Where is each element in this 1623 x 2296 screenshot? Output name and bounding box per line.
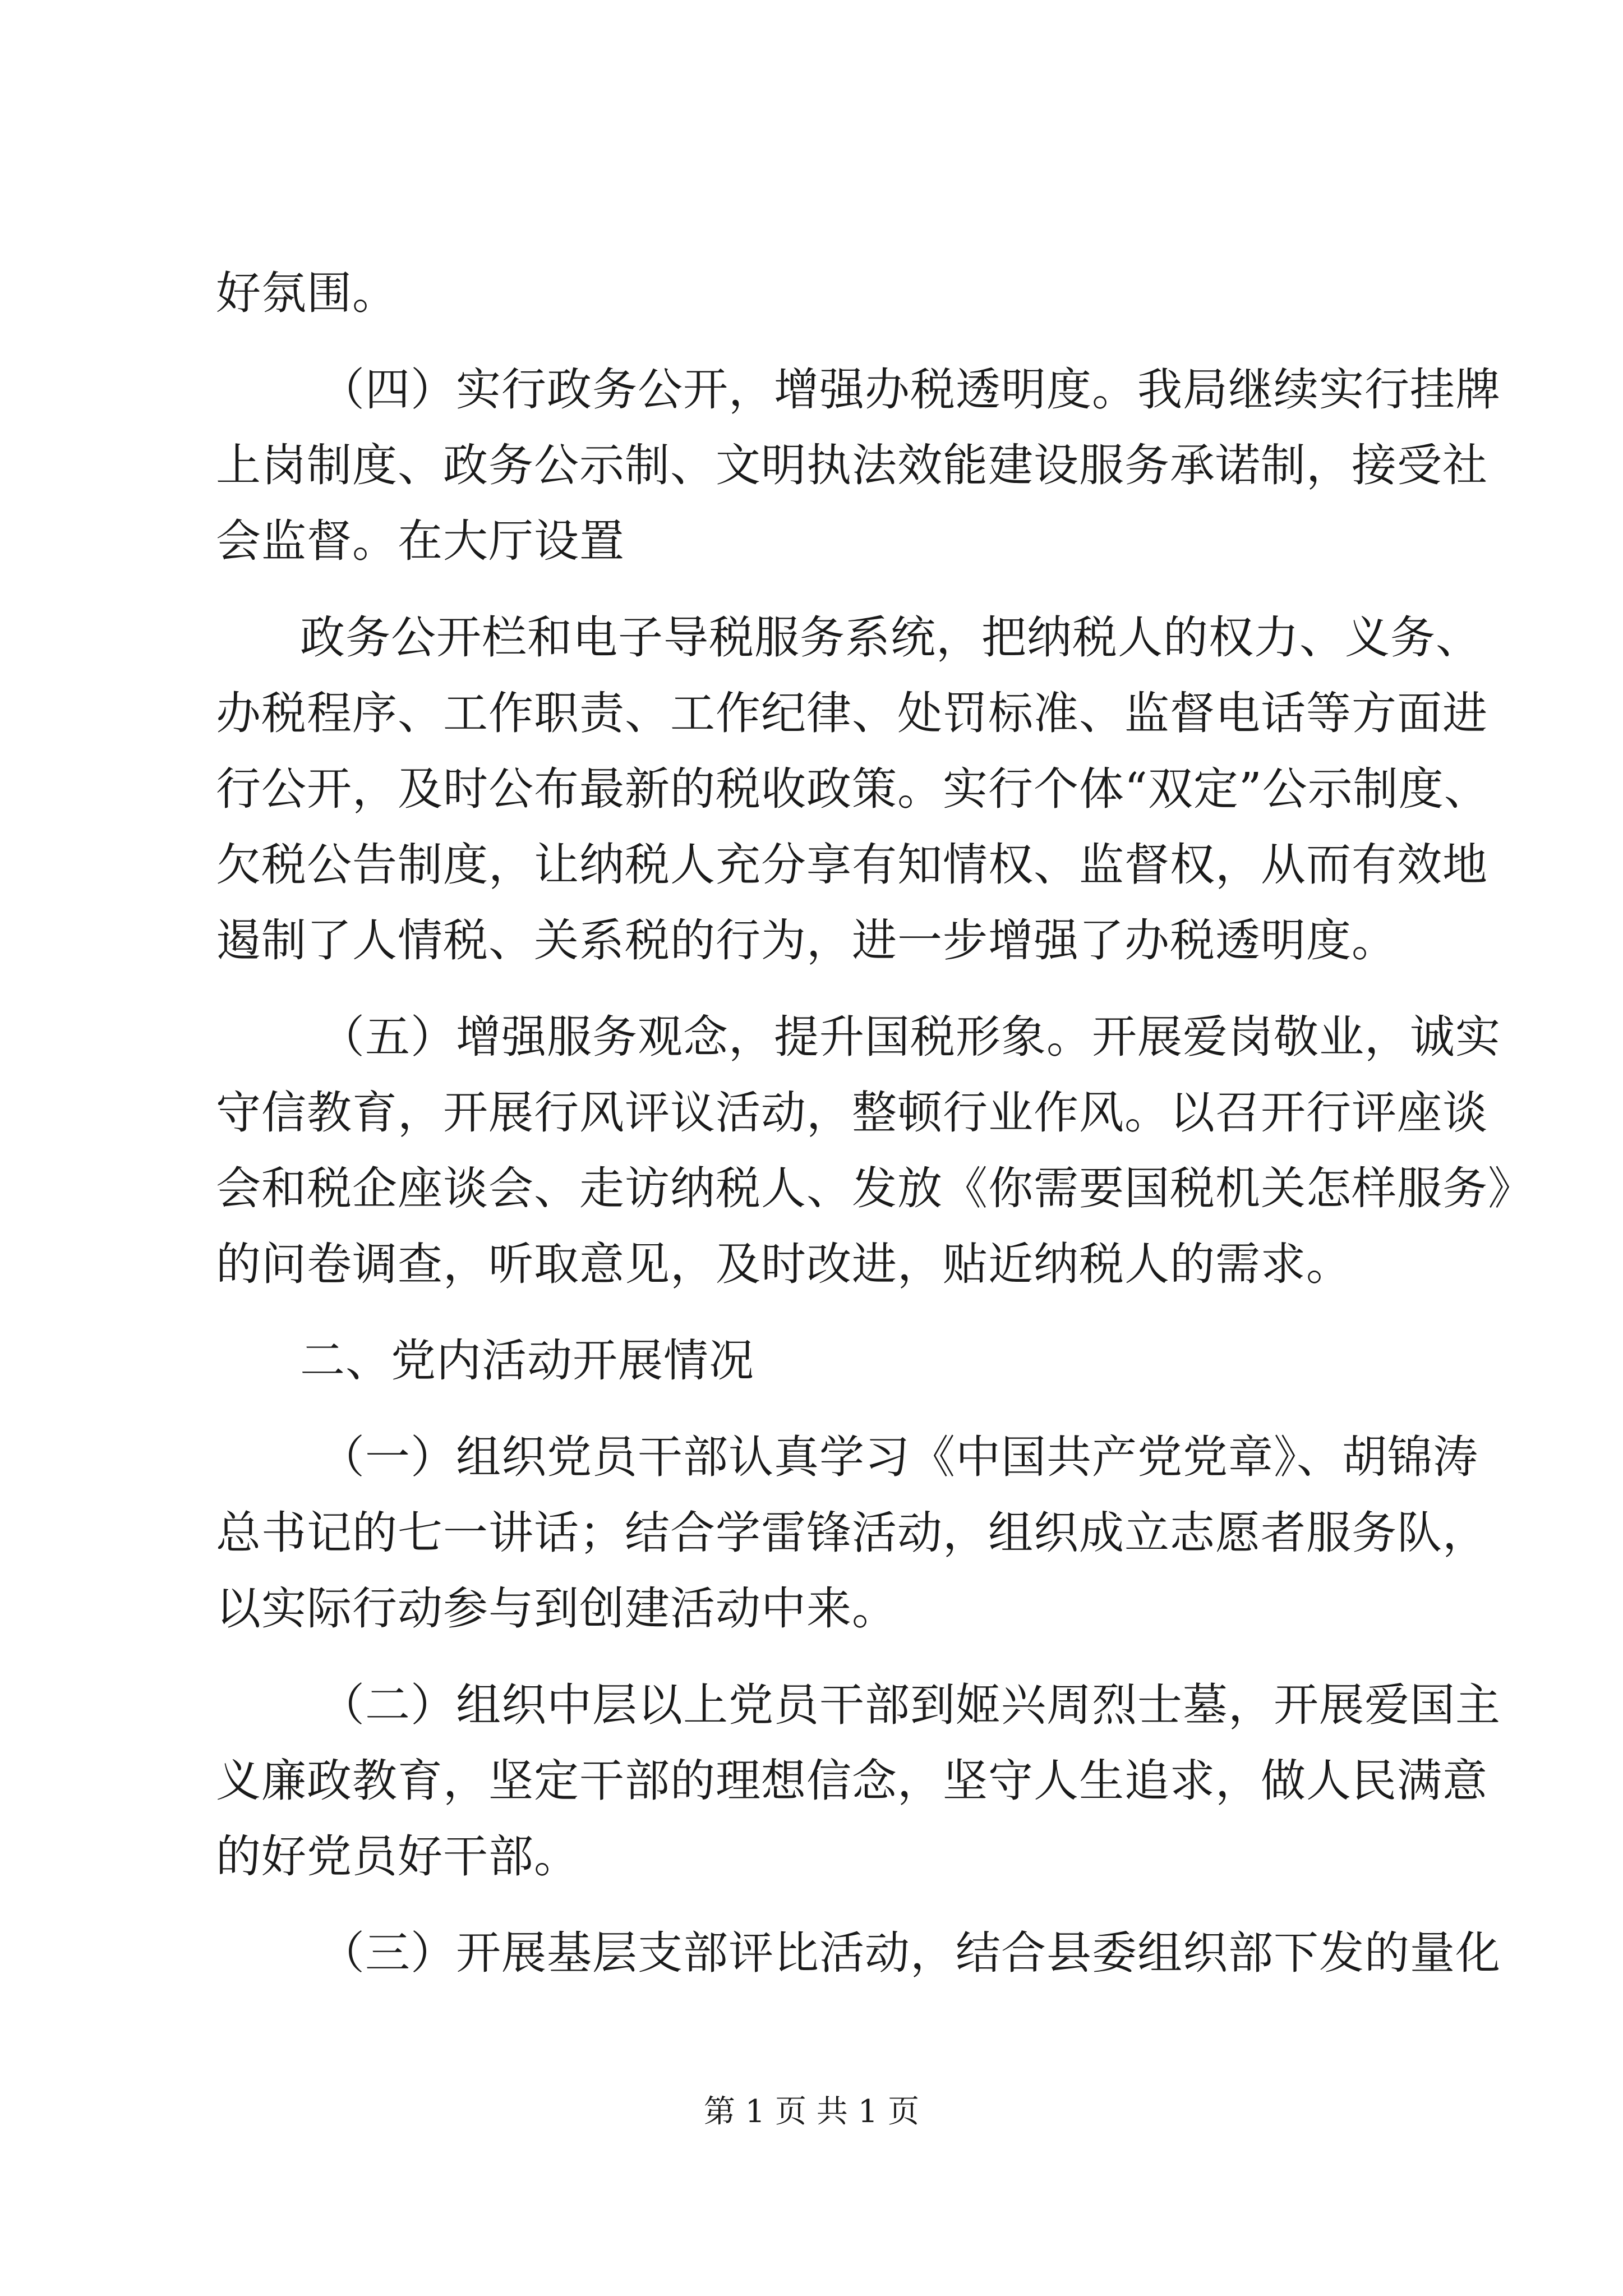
text-line: 守信教育，开展行风评议活动，整顿行业作风。以召开行评座谈 [216, 1087, 1488, 1139]
text-line: 会监督。在大厅设置 [216, 515, 625, 567]
page-footer: 第 1 页 共 1 页 [703, 2093, 920, 2130]
text-line: 好氛围。 [216, 267, 398, 319]
text-line: 办税程序、工作职责、工作纪律、处罚标准、监督电话等方面进 [216, 687, 1488, 739]
text-line: （三）开展基层支部评比活动，结合县委组织部下发的量化 [320, 1927, 1501, 1979]
text-line: 上岗制度、政务公示制、文明执法效能建设服务承诺制，接受社 [216, 439, 1488, 491]
text-line: 会和税企座谈会、走访纳税人、发放《你需要国税机关怎样服务》 [216, 1162, 1533, 1214]
text-line: 义廉政教育，坚定干部的理想信念，坚守人生追求，做人民满意 [216, 1755, 1488, 1807]
text-line: （二）组织中层以上党员干部到姬兴周烈士墓，开展爱国主 [320, 1679, 1501, 1731]
section-heading: 二、党内活动开展情况 [300, 1335, 754, 1387]
text-line: 的问卷调查，听取意见，及时改进，贴近纳税人的需求。 [216, 1238, 1352, 1290]
text-line: 欠税公告制度，让纳税人充分享有知情权、监督权，从而有效地 [216, 839, 1488, 891]
text-line: 的好党员好干部。 [216, 1830, 579, 1883]
text-line: 遏制了人情税、关系税的行为，进一步增强了办税透明度。 [216, 914, 1397, 967]
text-line: 总书记的七一讲话；结合学雷锋活动，组织成立志愿者服务队， [216, 1507, 1488, 1559]
text-line: 以实际行动参与到创建活动中来。 [216, 1582, 897, 1635]
text-line: 行公开，及时公布最新的税收政策。实行个体“双定”公示制度、 [216, 763, 1490, 815]
text-line: （一）组织党员干部认真学习《中国共产党党章》、胡锦涛 [320, 1431, 1478, 1483]
text-line: 政务公开栏和电子导税服务系统，把纳税人的权力、义务、 [300, 611, 1481, 664]
text-line: （四）实行政务公开，增强办税透明度。我局继续实行挂牌 [320, 364, 1501, 416]
text-line: （五）增强服务观念，提升国税形象。开展爱岗敬业，诚实 [320, 1011, 1501, 1063]
document-body [216, 255, 1533, 1991]
